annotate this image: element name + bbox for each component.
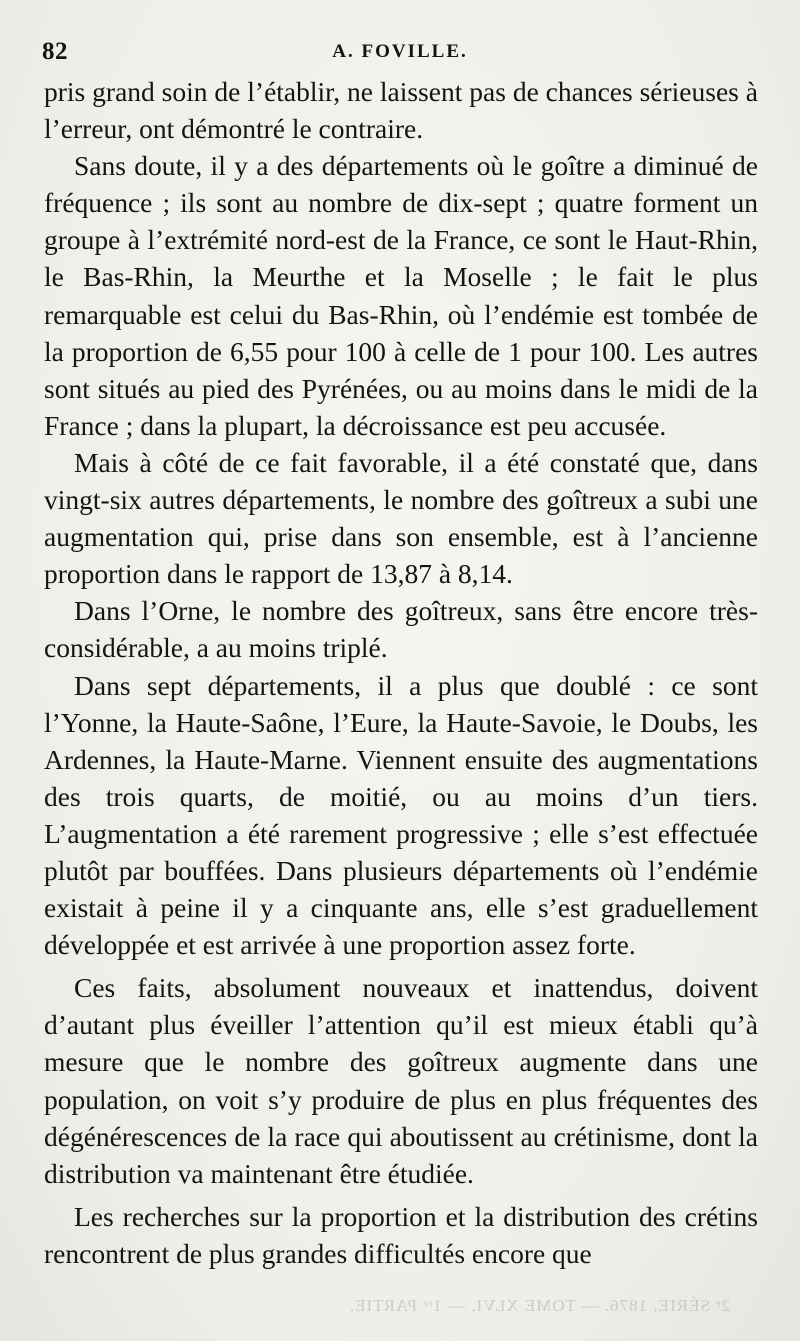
paragraph-continued: pris grand soin de l’établir, ne laissent pas de chances sérieuses à l’erreur, ont démontré le contraire.	[44, 76, 758, 145]
paragraph-last: Les recherches sur la proportion et la distribution des crétins rencontrent de plus grandes difficultés encore que	[44, 1200, 758, 1269]
paragraph: Sans doute, il y a des départements où le goître a diminué de fréquence ; ils sont au nombre de dix-sept ; quatre forment un groupe à l’extrémité nord-est de la France, ce sont le Haut-Rhin, le Bas-Rhin, la Meurthe et la Moselle ; le fait le plus remarquable est celui du Bas-Rhin, où l’endémie est tombée de la proportion de 6,55 pour 100 à celle de 1 pour 100. Les autres sont situés au pied des Pyrénées, ou au moins dans le midi de la France ; dans la plupart, la décroissance est peu accusée.	[44, 150, 758, 441]
running-head	[42, 38, 758, 72]
paragraph: Dans sept départements, il a plus que doublé : ce sont l’Yonne, la Haute-Saône, l’Eure, la Haute-Savoie, le Doubs, les Ardennes, la Haute-Marne. Viennent ensuite des augmentations des trois quarts, de moitié, ou au moins d’un tiers. L’augmentation a été rarement progressive ; elle s’est effectuée plutôt par bouffées. Dans plusieurs départements où l’endémie existait à peine il y a cinquante ans, elle s’est graduellement développée et est arrivée à une proportion assez forte.	[44, 669, 758, 961]
page-number: 82	[42, 38, 68, 65]
paragraph: Mais à côté de ce fait favorable, il a été constaté que, dans vingt-six autres départements, le nombre des goîtreux a subi une augmentation qui, prise dans son ensemble, est à l’ancienne proportion dans le rapport de 13,87 à 8,14.	[44, 446, 758, 590]
paragraph: Ces faits, absolument nouveaux et inattendus, doivent d’autant plus éveiller l’attention qu’il est mieux établi qu’à mesure que le nombre des goîtreux augmente dans une population, on voit s’y produire de plus en plus fréquentes des dégénérescences de la race qui aboutissent au crétinisme, dont la distribution va maintenant être étudiée.	[44, 972, 758, 1189]
bleed-through-footer: 2ᵉ SÉRIE, 1876. — TOME XLVI. — 1ʳᵉ PARTIE.	[348, 1296, 730, 1315]
body-text	[44, 73, 758, 1272]
running-title: A. FOVILLE.	[332, 41, 468, 62]
paragraph: Dans l’Orne, le nombre des goîtreux, sans être encore très-considérable, a au moins triplé.	[44, 595, 758, 664]
